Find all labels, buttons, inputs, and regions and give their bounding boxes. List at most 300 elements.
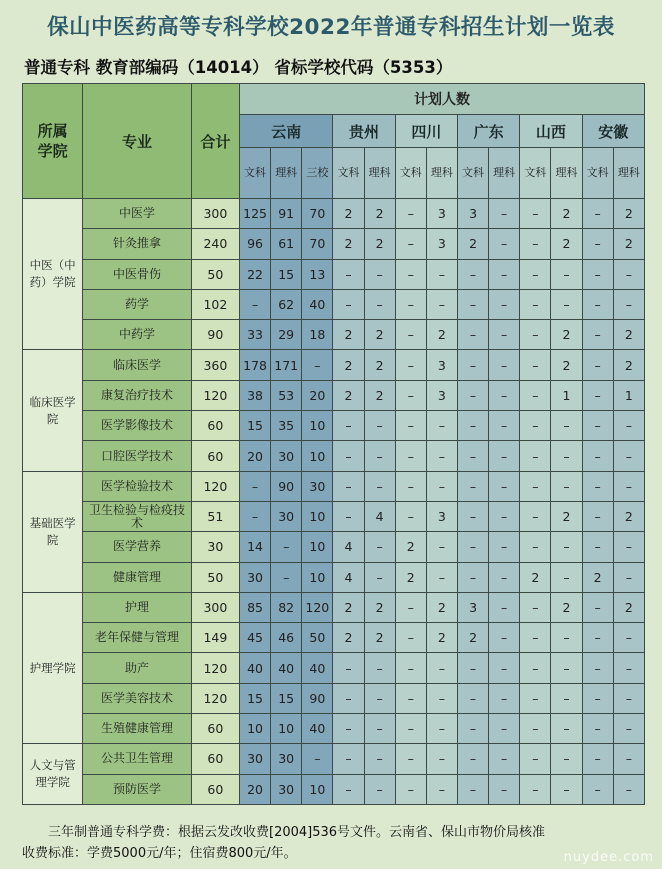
table-row	[23, 380, 645, 410]
plan-cell: –	[457, 320, 488, 350]
plan-cell: 82	[271, 592, 302, 622]
plan-cell: 90	[302, 683, 333, 713]
plan-cell: 70	[302, 199, 333, 229]
plan-cell: 2	[395, 562, 426, 592]
plan-cell: 30	[239, 744, 270, 774]
plan-cell: 2	[333, 320, 364, 350]
major-cell: 针灸推拿	[83, 229, 192, 259]
plan-cell: –	[364, 774, 395, 804]
plan-cell: –	[489, 289, 520, 319]
major-cell: 康复治疗技术	[83, 380, 192, 410]
sub-header: 理科	[426, 148, 457, 199]
plan-cell: –	[582, 592, 613, 622]
plan-cell: –	[489, 774, 520, 804]
plan-cell: 53	[271, 380, 302, 410]
plan-cell: –	[582, 320, 613, 350]
major-cell: 中药学	[83, 320, 192, 350]
plan-cell: –	[489, 350, 520, 380]
plan-cell: –	[582, 714, 613, 744]
plan-cell: 10	[302, 501, 333, 531]
table-row	[23, 199, 645, 229]
plan-cell: –	[333, 289, 364, 319]
table-row	[23, 714, 645, 744]
plan-cell: –	[364, 471, 395, 501]
total-cell: 60	[191, 441, 239, 471]
plan-cell: –	[426, 774, 457, 804]
plan-cell: –	[551, 653, 582, 683]
plan-cell: –	[489, 653, 520, 683]
plan-cell: 2	[613, 350, 644, 380]
plan-cell: –	[364, 532, 395, 562]
plan-cell: –	[395, 471, 426, 501]
plan-cell: 13	[302, 259, 333, 289]
plan-cell: 70	[302, 229, 333, 259]
province-header: 广东	[457, 115, 519, 148]
plan-cell: 2	[333, 592, 364, 622]
plan-cell: –	[520, 441, 551, 471]
plan-cell: –	[520, 501, 551, 531]
plan-cell: 2	[426, 592, 457, 622]
plan-cell: –	[489, 562, 520, 592]
plan-cell: –	[613, 744, 644, 774]
plan-cell: –	[613, 774, 644, 804]
plan-cell: –	[551, 714, 582, 744]
plan-cell: –	[613, 411, 644, 441]
tuition-note	[22, 822, 647, 864]
plan-cell: 3	[426, 199, 457, 229]
plan-cell: –	[520, 259, 551, 289]
major-cell: 药学	[83, 289, 192, 319]
plan-cell: –	[426, 562, 457, 592]
major-cell: 口腔医学技术	[83, 441, 192, 471]
plan-cell: 2	[333, 229, 364, 259]
major-cell: 医学营养	[83, 532, 192, 562]
plan-cell: –	[395, 259, 426, 289]
plan-cell: 2	[613, 320, 644, 350]
plan-cell: 2	[364, 350, 395, 380]
plan-cell: –	[395, 653, 426, 683]
plan-cell: 20	[302, 380, 333, 410]
plan-cell: –	[489, 592, 520, 622]
plan-cell: 3	[457, 199, 488, 229]
plan-cell: –	[520, 774, 551, 804]
plan-cell: –	[613, 653, 644, 683]
plan-cell: –	[582, 653, 613, 683]
total-cell: 60	[191, 774, 239, 804]
plan-cell: –	[333, 714, 364, 744]
plan-cell: –	[613, 683, 644, 713]
watermark: nuydee.com	[563, 850, 654, 865]
plan-cell: –	[333, 744, 364, 774]
plan-cell: –	[457, 532, 488, 562]
total-cell: 360	[191, 350, 239, 380]
plan-cell: 30	[302, 471, 333, 501]
plan-cell: –	[364, 562, 395, 592]
dept-cell: 护理学院	[23, 592, 83, 743]
plan-cell: –	[457, 714, 488, 744]
total-cell: 120	[191, 653, 239, 683]
table-row	[23, 229, 645, 259]
plan-cell: –	[613, 532, 644, 562]
plan-cell: 120	[302, 592, 333, 622]
plan-cell: 2	[426, 320, 457, 350]
plan-cell: –	[271, 562, 302, 592]
plan-cell: –	[333, 471, 364, 501]
plan-cell: –	[457, 501, 488, 531]
plan-cell: 125	[239, 199, 270, 229]
plan-cell: –	[426, 289, 457, 319]
plan-cell: –	[520, 653, 551, 683]
plan-cell: –	[551, 471, 582, 501]
plan-cell: 61	[271, 229, 302, 259]
plan-cell: –	[582, 744, 613, 774]
plan-cell: –	[551, 532, 582, 562]
sub-header: 理科	[613, 148, 644, 199]
plan-cell: 2	[613, 199, 644, 229]
plan-cell: 30	[271, 744, 302, 774]
total-cell: 120	[191, 380, 239, 410]
dept-cell: 中医（中药）学院	[23, 199, 83, 350]
plan-cell: –	[489, 380, 520, 410]
plan-cell: 10	[302, 441, 333, 471]
plan-cell: –	[520, 683, 551, 713]
plan-cell: 10	[302, 411, 333, 441]
plan-cell: –	[364, 411, 395, 441]
plan-cell: –	[395, 441, 426, 471]
major-cell: 医学美容技术	[83, 683, 192, 713]
plan-cell: –	[613, 259, 644, 289]
plan-cell: –	[457, 683, 488, 713]
sub-header: 理科	[551, 148, 582, 199]
plan-cell: –	[613, 441, 644, 471]
plan-cell: –	[582, 411, 613, 441]
plan-cell: –	[395, 199, 426, 229]
plan-cell: –	[302, 350, 333, 380]
plan-cell: –	[426, 532, 457, 562]
plan-cell: –	[364, 683, 395, 713]
plan-cell: –	[582, 289, 613, 319]
plan-cell: –	[489, 471, 520, 501]
dept-cell: 基础医学院	[23, 471, 83, 592]
plan-cell: 4	[333, 532, 364, 562]
plan-cell: –	[395, 411, 426, 441]
table-row	[23, 411, 645, 441]
plan-cell: –	[489, 229, 520, 259]
table-row	[23, 501, 645, 531]
plan-cell: 91	[271, 199, 302, 229]
plan-cell: –	[551, 411, 582, 441]
plan-cell: –	[395, 380, 426, 410]
plan-cell: –	[520, 320, 551, 350]
plan-cell: 2	[426, 623, 457, 653]
plan-cell: –	[582, 259, 613, 289]
plan-cell: –	[239, 501, 270, 531]
major-cell: 公共卫生管理	[83, 744, 192, 774]
plan-cell: –	[239, 471, 270, 501]
plan-cell: 35	[271, 411, 302, 441]
plan-cell: 38	[239, 380, 270, 410]
plan-cell: –	[457, 380, 488, 410]
plan-cell: –	[582, 380, 613, 410]
plan-cell: 3	[426, 350, 457, 380]
plan-cell: 178	[239, 350, 270, 380]
page-subtitle: 普通专科 教育部编码（14014） 省标学校代码（5353）	[24, 58, 453, 77]
plan-cell: –	[426, 259, 457, 289]
plan-cell: –	[551, 623, 582, 653]
sub-header: 文科	[457, 148, 488, 199]
plan-cell: –	[520, 380, 551, 410]
plan-cell: –	[457, 350, 488, 380]
plan-cell: –	[520, 289, 551, 319]
plan-cell: –	[395, 350, 426, 380]
header-dept: 所属学院	[23, 84, 83, 199]
plan-cell: 18	[302, 320, 333, 350]
plan-cell: 2	[457, 229, 488, 259]
total-cell: 102	[191, 289, 239, 319]
plan-cell: –	[395, 774, 426, 804]
plan-cell: –	[333, 411, 364, 441]
plan-cell: 2	[613, 229, 644, 259]
sub-header: 理科	[271, 148, 302, 199]
table-row	[23, 744, 645, 774]
plan-cell: 3	[426, 229, 457, 259]
plan-cell: –	[489, 199, 520, 229]
plan-cell: –	[551, 744, 582, 774]
major-cell: 医学检验技术	[83, 471, 192, 501]
plan-cell: –	[551, 259, 582, 289]
plan-cell: 2	[613, 501, 644, 531]
plan-cell: 2	[613, 592, 644, 622]
plan-cell: –	[395, 229, 426, 259]
plan-cell: –	[395, 592, 426, 622]
plan-cell: –	[520, 199, 551, 229]
plan-cell: 10	[302, 532, 333, 562]
total-cell: 30	[191, 532, 239, 562]
plan-cell: –	[613, 471, 644, 501]
note-line-2: 收费标准：学费5000元/年；住宿费800元/年。	[22, 846, 297, 861]
plan-cell: 30	[271, 774, 302, 804]
plan-cell: –	[520, 592, 551, 622]
plan-cell: 2	[551, 350, 582, 380]
plan-cell: –	[457, 744, 488, 774]
plan-cell: –	[395, 289, 426, 319]
plan-cell: –	[582, 350, 613, 380]
plan-cell: –	[426, 744, 457, 774]
plan-cell: –	[613, 289, 644, 319]
major-cell: 生殖健康管理	[83, 714, 192, 744]
plan-cell: –	[395, 714, 426, 744]
plan-cell: –	[489, 259, 520, 289]
plan-cell: 30	[239, 562, 270, 592]
table-row	[23, 320, 645, 350]
plan-cell: –	[364, 714, 395, 744]
header-plan: 计划人数	[239, 84, 644, 115]
major-cell: 中医骨伤	[83, 259, 192, 289]
plan-cell: –	[489, 714, 520, 744]
major-cell: 助产	[83, 653, 192, 683]
plan-cell: 2	[333, 350, 364, 380]
total-cell: 50	[191, 562, 239, 592]
plan-cell: 62	[271, 289, 302, 319]
plan-cell: –	[489, 683, 520, 713]
plan-cell: –	[426, 714, 457, 744]
total-cell: 50	[191, 259, 239, 289]
plan-cell: –	[520, 411, 551, 441]
plan-cell: –	[520, 350, 551, 380]
plan-cell: –	[520, 471, 551, 501]
plan-cell: –	[426, 441, 457, 471]
plan-cell: –	[582, 683, 613, 713]
plan-cell: –	[333, 501, 364, 531]
header-major: 专业	[83, 84, 192, 199]
major-cell: 卫生检验与检疫技术	[83, 501, 192, 531]
plan-cell: 14	[239, 532, 270, 562]
major-cell: 健康管理	[83, 562, 192, 592]
plan-cell: 20	[239, 774, 270, 804]
plan-cell: –	[395, 623, 426, 653]
province-header: 安徽	[582, 115, 644, 148]
plan-cell: 96	[239, 229, 270, 259]
plan-cell: –	[333, 653, 364, 683]
note-line-1: 三年制普通专科学费：根据云发改收费[2004]536号文件。云南省、保山市物价局核准	[48, 825, 546, 840]
plan-cell: 33	[239, 320, 270, 350]
plan-cell: –	[333, 441, 364, 471]
plan-cell: 171	[271, 350, 302, 380]
total-cell: 60	[191, 714, 239, 744]
plan-cell: –	[582, 532, 613, 562]
sub-header: 理科	[364, 148, 395, 199]
plan-cell: 3	[426, 501, 457, 531]
plan-cell: 2	[333, 199, 364, 229]
plan-cell: –	[239, 289, 270, 319]
plan-cell: 30	[271, 501, 302, 531]
plan-cell: –	[457, 471, 488, 501]
plan-cell: 2	[551, 592, 582, 622]
total-cell: 60	[191, 744, 239, 774]
plan-cell: 10	[302, 562, 333, 592]
plan-cell: 10	[302, 774, 333, 804]
sub-header: 文科	[239, 148, 270, 199]
plan-cell: 15	[271, 259, 302, 289]
plan-cell: –	[613, 562, 644, 592]
plan-cell: –	[551, 441, 582, 471]
plan-cell: –	[271, 532, 302, 562]
plan-cell: 2	[333, 623, 364, 653]
plan-cell: –	[489, 320, 520, 350]
total-cell: 300	[191, 592, 239, 622]
plan-cell: –	[582, 229, 613, 259]
table-row	[23, 350, 645, 380]
plan-cell: –	[551, 562, 582, 592]
sub-header: 文科	[333, 148, 364, 199]
plan-cell: –	[582, 441, 613, 471]
sub-header: 文科	[395, 148, 426, 199]
plan-cell: 2	[364, 380, 395, 410]
plan-cell: 4	[364, 501, 395, 531]
plan-cell: 1	[551, 380, 582, 410]
plan-cell: 10	[271, 714, 302, 744]
plan-cell: –	[582, 623, 613, 653]
plan-cell: –	[520, 229, 551, 259]
plan-cell: 1	[613, 380, 644, 410]
plan-cell: –	[333, 774, 364, 804]
plan-cell: 2	[333, 380, 364, 410]
plan-cell: 20	[239, 441, 270, 471]
plan-cell: 50	[302, 623, 333, 653]
plan-cell: 85	[239, 592, 270, 622]
major-cell: 临床医学	[83, 350, 192, 380]
plan-cell: –	[333, 683, 364, 713]
plan-cell: –	[489, 744, 520, 774]
plan-cell: 2	[551, 320, 582, 350]
sub-header: 文科	[582, 148, 613, 199]
plan-cell: 2	[364, 592, 395, 622]
table-row	[23, 441, 645, 471]
header-total: 合计	[191, 84, 239, 199]
plan-cell: –	[333, 259, 364, 289]
plan-cell: 2	[551, 199, 582, 229]
plan-cell: 22	[239, 259, 270, 289]
plan-cell: –	[364, 653, 395, 683]
total-cell: 300	[191, 199, 239, 229]
plan-cell: –	[489, 623, 520, 653]
total-cell: 120	[191, 683, 239, 713]
plan-cell: 30	[271, 441, 302, 471]
major-cell: 护理	[83, 592, 192, 622]
plan-cell: –	[364, 441, 395, 471]
plan-cell: 2	[551, 501, 582, 531]
plan-cell: 40	[302, 653, 333, 683]
plan-cell: –	[395, 320, 426, 350]
plan-cell: 40	[271, 653, 302, 683]
plan-cell: –	[551, 289, 582, 319]
plan-cell: –	[364, 259, 395, 289]
sub-header: 三校	[302, 148, 333, 199]
plan-cell: 15	[271, 683, 302, 713]
total-cell: 149	[191, 623, 239, 653]
plan-cell: –	[457, 774, 488, 804]
plan-cell: 10	[239, 714, 270, 744]
plan-cell: –	[426, 653, 457, 683]
plan-cell: –	[457, 441, 488, 471]
plan-cell: –	[613, 623, 644, 653]
total-cell: 60	[191, 411, 239, 441]
table-row	[23, 532, 645, 562]
plan-cell: 2	[364, 199, 395, 229]
plan-cell: –	[520, 714, 551, 744]
major-cell: 医学影像技术	[83, 411, 192, 441]
plan-cell: 15	[239, 411, 270, 441]
plan-cell: –	[457, 562, 488, 592]
table-row	[23, 259, 645, 289]
plan-cell: –	[582, 199, 613, 229]
province-header: 四川	[395, 115, 457, 148]
plan-cell: –	[489, 411, 520, 441]
dept-cell: 人文与管理学院	[23, 744, 83, 805]
plan-cell: 45	[239, 623, 270, 653]
plan-cell: –	[582, 501, 613, 531]
table-row	[23, 774, 645, 804]
plan-cell: 15	[239, 683, 270, 713]
plan-cell: 40	[302, 289, 333, 319]
plan-cell: 40	[239, 653, 270, 683]
plan-cell: –	[489, 532, 520, 562]
total-cell: 240	[191, 229, 239, 259]
table-row	[23, 623, 645, 653]
plan-cell: –	[395, 744, 426, 774]
plan-cell: –	[520, 623, 551, 653]
plan-cell: –	[489, 441, 520, 471]
